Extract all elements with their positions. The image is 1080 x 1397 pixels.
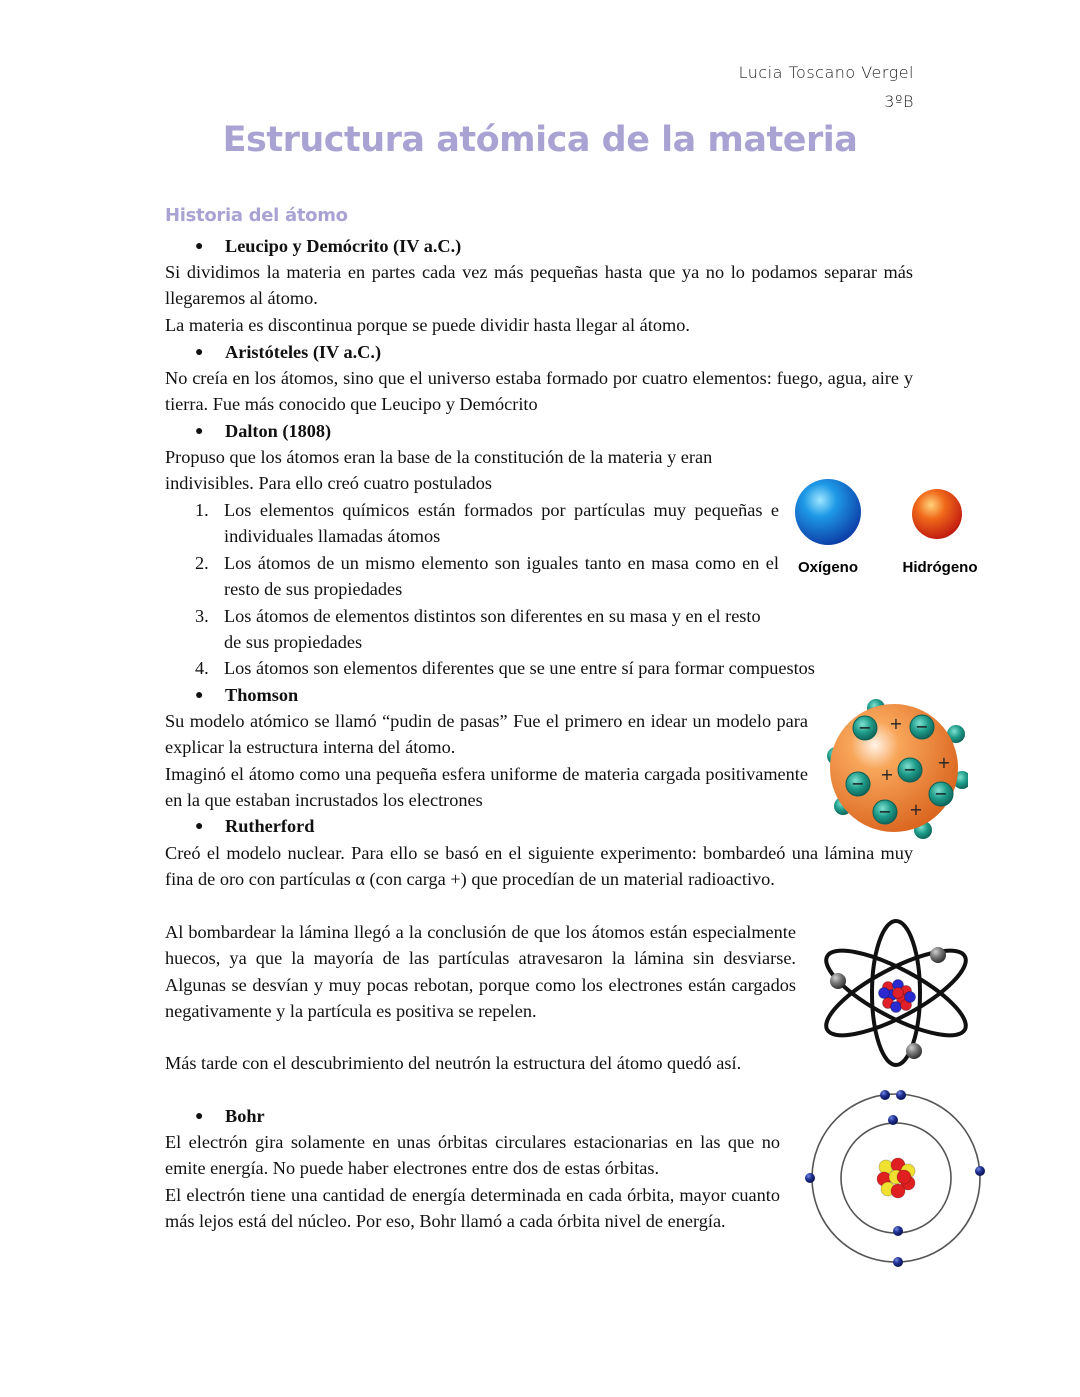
rutherford-model-figure — [818, 915, 978, 1070]
heading-aristoteles — [195, 339, 381, 366]
postulate-item — [165, 603, 779, 656]
paragraph-rutherford-2: Al bombardear la lámina llegó a la conclusión de que los átomos están especialmente huecos, ya que la mayoría de las partículas atravesaron la lámina sin desviarse. Algunas se desvían y muy pocas rebotan, porque como los electrones están cargados negativamente y la partícula es positiva se repelen. — [165, 922, 796, 1022]
postulate-item — [165, 550, 779, 603]
paragraph-bohr-1: El electrón gira solamente en unas órbitas circulares estacionarias en las que no emite energía. No puede haber electrones entre dos de estas órbitas. — [165, 1132, 780, 1179]
nucleus-icon — [879, 980, 916, 1013]
heading-thomson — [195, 682, 298, 709]
bullet-icon: ● — [195, 424, 204, 439]
postulate-number: 1. — [195, 500, 209, 520]
oxygen-atom-icon — [795, 479, 861, 545]
svg-text:−: − — [903, 760, 917, 779]
heading-text: Bohr — [225, 1106, 265, 1126]
paragraph-rutherford-1 — [165, 840, 913, 893]
electron-icon — [898, 758, 922, 782]
paragraph-thomson-2: Imaginó el átomo como una pequeña esfera uniforme de materia cargada positivamente en la que estaban incrustados los electrones — [165, 764, 808, 811]
heading-dalton — [195, 418, 331, 445]
heading-text: Thomson — [225, 685, 299, 705]
hydrogen-label: Hidrógeno — [902, 559, 978, 576]
heading-text: Leucipo y Demócrito (IV a.C.) — [225, 236, 462, 256]
oxygen-label: Oxígeno — [797, 559, 859, 576]
heading-rutherford — [195, 813, 314, 840]
paragraph-leucipo-1: Si dividimos la materia en partes cada vez más pequeñas hasta que ya no lo podamos separar más llegaremos al átomo. — [165, 262, 913, 309]
bullet-icon: ● — [195, 819, 204, 834]
bullet-icon: ● — [195, 345, 204, 360]
postulate-text: Los átomos de elementos distintos son diferentes en su masa y en el resto de sus propiedades — [224, 605, 761, 653]
postulate-number: 3. — [195, 605, 209, 626]
heading-leucipo — [195, 233, 461, 260]
author-block — [739, 58, 914, 116]
postulate-text: Los átomos de un mismo elemento son iguales tanto en masa como en el resto de sus propiedades — [224, 552, 779, 600]
electron-icon — [929, 782, 953, 806]
svg-text:−: − — [858, 718, 872, 737]
electron-icon — [906, 1043, 922, 1059]
electron-icon — [873, 800, 897, 824]
heading-bohr — [195, 1103, 265, 1130]
heading-text: Dalton (1808) — [225, 421, 332, 441]
electron-icon — [846, 772, 870, 796]
postulate-text: Los elementos químicos están formados por partículas muy pequeñas e individuales llamadas átomos — [224, 500, 779, 547]
postulate-text: Los átomos son elementos diferentes que se une entre sí para formar compuestos — [224, 658, 815, 679]
plus-sign: + — [889, 714, 903, 733]
electron-icon — [830, 973, 846, 989]
postulate-number: 4. — [195, 658, 209, 679]
hydrogen-atom-icon — [912, 489, 962, 539]
class-label: 3ºB — [884, 92, 914, 111]
svg-text:−: − — [878, 802, 892, 821]
plus-sign: + — [909, 800, 923, 819]
plus-sign: + — [880, 765, 894, 784]
postulate-item — [165, 497, 779, 550]
bullet-icon: ● — [195, 239, 204, 254]
svg-text:−: − — [934, 784, 948, 803]
paragraph-bohr-2: El electrón tiene una cantidad de energía determinada en cada órbita, mayor cuanto más lejos está del núcleo. Por eso, Bohr llamó a cada órbita nivel de energía. — [165, 1185, 780, 1232]
plus-sign: + — [937, 753, 951, 772]
electron-icon — [930, 947, 946, 963]
postulate-number: 2. — [195, 552, 209, 573]
heading-text: Aristóteles (IV a.C.) — [225, 342, 382, 362]
bohr-model-figure — [800, 1085, 990, 1270]
heading-text: Rutherford — [225, 816, 315, 836]
electron-icon — [853, 716, 877, 740]
paragraph-rutherford-3: Más tarde con el descubrimiento del neutrón la estructura del átomo quedó así. — [165, 1053, 742, 1073]
page-title: Estructura atómica de la materia — [222, 120, 858, 160]
thomson-model-figure — [818, 694, 968, 839]
postulates-list — [165, 497, 875, 682]
svg-text:−: − — [915, 717, 929, 736]
postulate-item — [165, 655, 875, 681]
bullet-icon: ● — [195, 1109, 204, 1124]
section-title: Historia del átomo — [165, 205, 348, 226]
paragraph-dalton: Propuso que los átomos eran la base de la constitución de la materia y eran indivisibles. Para ello creó cuatro postulados — [165, 447, 713, 494]
author-name: Lucia Toscano Vergel — [738, 63, 914, 82]
paragraph-thomson-1: Su modelo atómico se llamó “pudin de pasas” Fue el primero en idear un modelo para explicar la estructura interna del átomo. — [165, 711, 808, 758]
paragraph-text: Creó el modelo nuclear. Para ello se basó en el siguiente experimento: bombardeó una lámina muy fina de oro con partículas α (con carga +) que procedían de un material radioactivo. — [165, 843, 913, 890]
dalton-atoms-figure — [788, 470, 988, 582]
svg-text:−: − — [851, 774, 865, 793]
electron-icon — [910, 715, 934, 739]
bullet-icon: ● — [195, 688, 204, 703]
paragraph-leucipo-2: La materia es discontinua porque se puede dividir hasta llegar al átomo. — [165, 315, 690, 335]
nucleus-icon — [877, 1158, 915, 1198]
paragraph-aristoteles: No creía en los átomos, sino que el universo estaba formado por cuatro elementos: fuego, agua, aire y tierra. Fue más conocido que Leucipo y Demócrito — [165, 368, 913, 415]
